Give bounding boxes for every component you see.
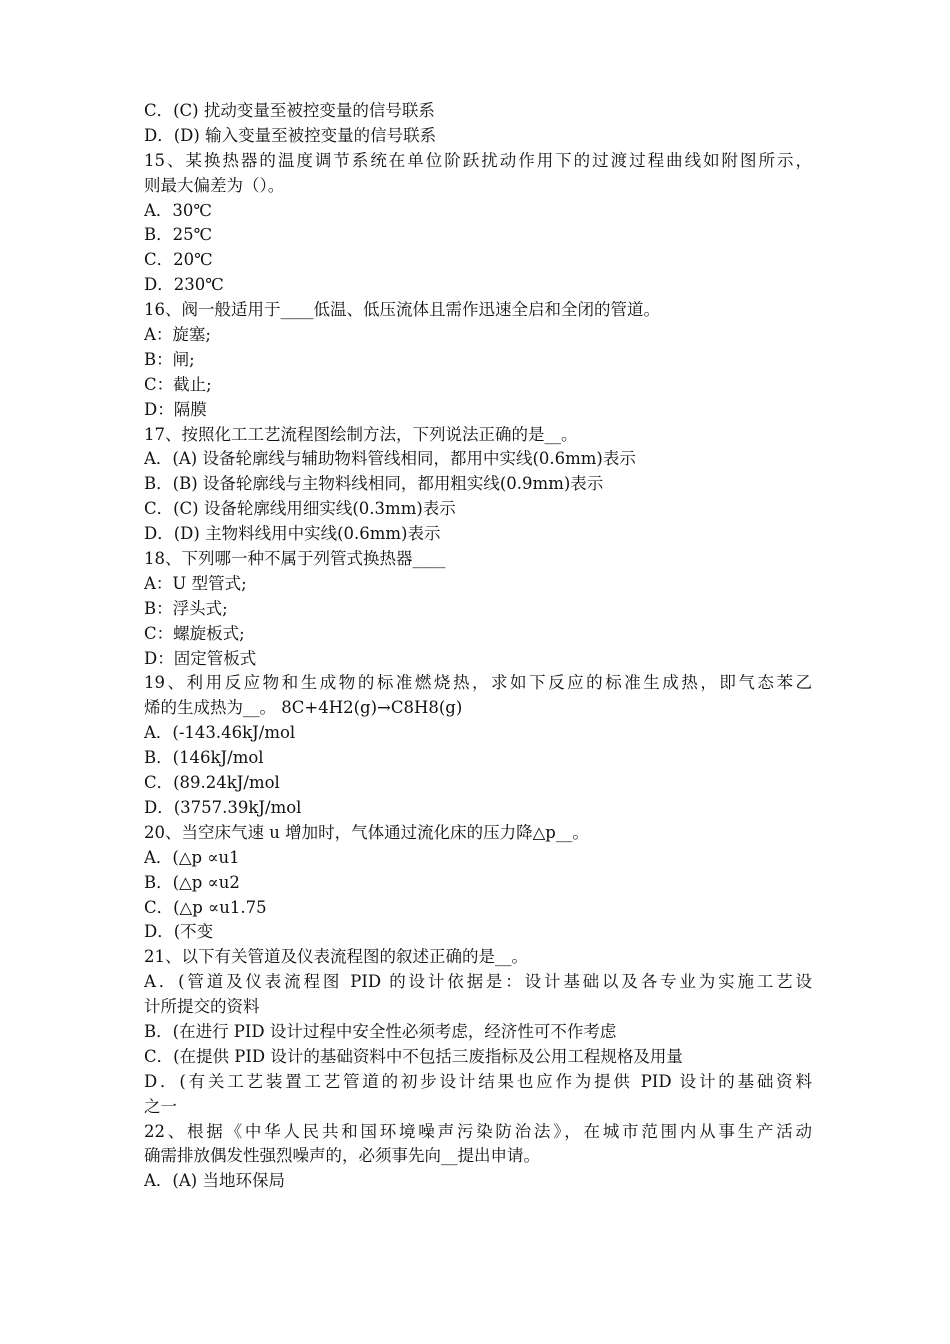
option-line: D：固定管板式 — [144, 648, 257, 668]
question-20-line: 20、当空床气速 u 增加时，气体通过流化床的压力降△p__。 — [144, 822, 589, 842]
option-line: B．(在进行 PID 设计过程中安全性必须考虑，经济性可不作考虑 — [144, 1021, 617, 1041]
option-line: C：螺旋板式; — [144, 623, 245, 643]
option-line: D．230℃ — [144, 275, 224, 295]
option-line: D．(不变 — [144, 922, 214, 942]
text-line: C．(C) 扰动变量至被控变量的信号联系 — [144, 101, 435, 120]
option-line: A．(△p ∝u1 — [144, 847, 240, 867]
question-15-line: 15、某换热器的温度调节系统在单位阶跃扰动作用下的过渡过程曲线如附图所示， — [144, 150, 812, 170]
text-line: 之一 — [144, 1096, 177, 1116]
option-line: C．(89.24kJ/mol — [144, 773, 280, 793]
option-line: A：旋塞; — [144, 325, 211, 345]
option-line: B．(B) 设备轮廓线与主物料线相同，都用粗实线(0.9mm)表示 — [144, 474, 604, 494]
option-line: C．(在提供 PID 设计的基础资料中不包括三废指标及公用工程规格及用量 — [144, 1046, 683, 1066]
option-line: A．(-143.46kJ/mol — [144, 723, 296, 743]
option-line: C．(C) 设备轮廓线用细实线(0.3mm)表示 — [144, 499, 456, 519]
text-line: D．(D) 输入变量至被控变量的信号联系 — [144, 125, 437, 145]
option-line: D．(3757.39kJ/mol — [144, 797, 302, 817]
option-line: D．(D) 主物料线用中实线(0.6mm)表示 — [144, 524, 441, 544]
text-line: 烯的生成热为__。 8C+4H2(g)→C8H8(g) — [144, 698, 463, 718]
option-line: C：截止; — [144, 374, 212, 394]
question-17-line: 17、按照化工工艺流程图绘制方法，下列说法正确的是__。 — [144, 424, 578, 444]
question-19-line: 19、利用反应物和生成物的标准燃烧热，求如下反应的标准生成热，即气态苯乙 — [144, 673, 812, 693]
option-line: A．(A) 设备轮廓线与辅助物料管线相同，都用中实线(0.6mm)表示 — [144, 449, 636, 469]
question-18-line: 18、下列哪一种不属于列管式换热器____ — [144, 549, 446, 569]
option-line: B．(△p ∝u2 — [144, 872, 240, 892]
option-line: A．30℃ — [144, 200, 212, 220]
question-21-line: 21、以下有关管道及仪表流程图的叙述正确的是__。 — [144, 947, 528, 967]
document-body — [144, 99, 812, 1194]
option-line: A．(管道及仪表流程图 PID 的设计依据是：设计基础以及各专业为实施工艺设 — [144, 972, 812, 992]
text-line: 则最大偏差为（）。 — [144, 175, 285, 195]
option-line: B．25℃ — [144, 225, 213, 245]
option-line: D．(有关工艺装置工艺管道的初步设计结果也应作为提供 PID 设计的基础资料 — [144, 1071, 812, 1091]
question-16-line: 16、阀一般适用于____低温、低压流体且需作迅速全启和全闭的管道。 — [144, 300, 660, 320]
option-line: B：浮头式; — [144, 598, 228, 618]
option-line: B：闸; — [144, 349, 195, 369]
text-line: 确需排放偶发性强烈噪声的，必须事先向__提出申请。 — [144, 1146, 540, 1166]
option-line: C．(△p ∝u1.75 — [144, 897, 267, 917]
option-line: A．(A) 当地环保局 — [144, 1171, 285, 1191]
option-line: D：隔膜 — [144, 399, 207, 419]
option-line: A：U 型管式; — [144, 573, 247, 593]
option-line: B．(146kJ/mol — [144, 748, 264, 768]
question-22-line: 22、根据《中华人民共和国环境噪声污染防治法》，在城市范围内从事生产活动 — [144, 1121, 812, 1141]
option-line: C．20℃ — [144, 250, 213, 270]
text-line: 计所提交的资料 — [144, 997, 260, 1017]
